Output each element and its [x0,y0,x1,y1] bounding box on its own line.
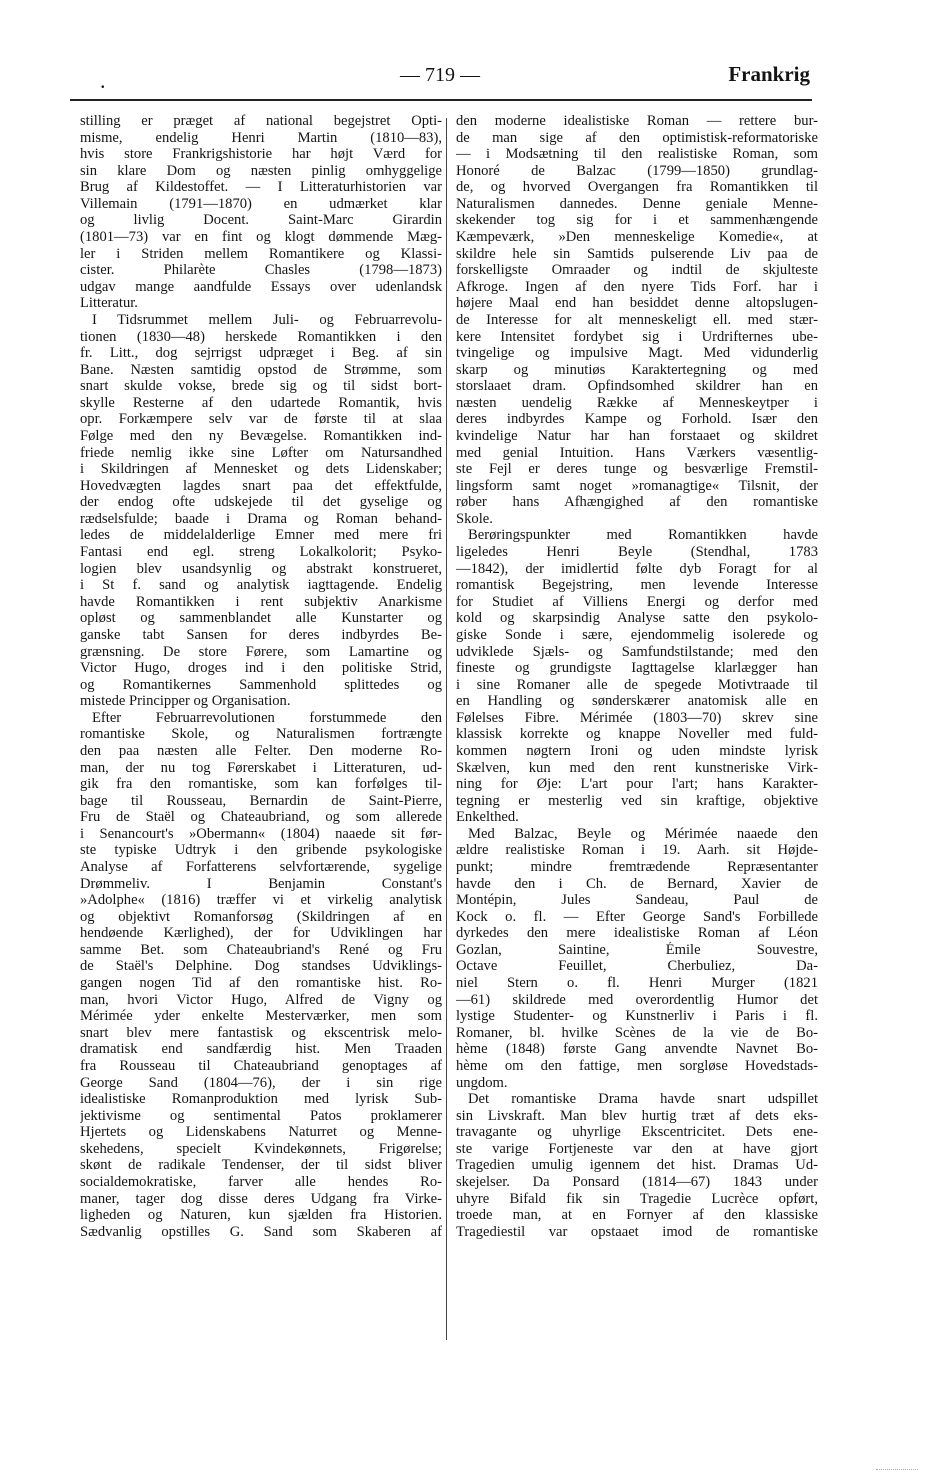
text-line: Fantasi end egl. streng Lokalkolorit; Psyko- [80,544,442,561]
text-line: Enkelthed. [456,809,519,826]
text-line: Analyse af Forfatterens selvfortærende, sygelige [80,859,442,876]
header-marker: . [100,68,106,93]
text-line: med genial Intuition. Hans Værkers væsentlig- [456,444,818,461]
text-line: Skælven, kun med den rent kunstneriske Virk- [456,759,818,776]
text-line: kere Intensitet fordybet sig i Urdrifternes ube- [456,328,818,345]
text-line: havde den i Ch. de Bernard, Xavier de [456,875,818,892]
text-line: troede man, at en Fornyer af den klassiske [456,1207,818,1224]
text-line: gik fra den romantiske, som kan forfølges til- [80,776,442,793]
text-line: Følelses Fibre. Mérimée (1803—70) skrev sine [456,709,818,726]
text-line: i St f. sand og analytisk iagttagende. Endelig [80,577,442,594]
text-line: niel Stern o. fl. Henri Murger (1821 [456,975,818,992]
text-line: skekender tog sig for i et sammenhængende [456,212,818,229]
text-line: og objektivt Romanforsøg (Skildringen af en [80,908,442,925]
text-line: ganske tabt Sansen for deres indbyrdes Be- [80,626,442,643]
text-line: idealistiske Romanproduktion med lyrisk Sub- [80,1091,442,1108]
text-line: røber hans Afhængighed af den romantiske [456,494,818,511]
text-line: punkt; mindre fremtrædende Repræsentanter [456,859,818,876]
text-line: ældre realistiske Roman i 19. Aarh. sit Højde- [456,842,818,859]
text-line: Drømmeliv. I Benjamin Constant's [80,875,442,892]
text-line: klassisk korrekte og knappe Noveller med fuld- [456,726,818,743]
text-line: Fru de Staël og Chateaubriand, og som allerede [80,809,442,826]
text-line: havde Romantikken i rent subjektiv Anarkisme [80,593,442,610]
text-line: —61) skildrede med overordentlig Humor det [456,991,818,1008]
text-line: skylle Resterne af den udartede Romantik, hvis [80,394,442,411]
text-line: travagante og uhyrlige Ekscentricitet. Dets ene- [456,1124,818,1141]
text-line: skarp og minutiøs Karaktertegning og med [456,361,818,378]
text-line: hème om den fattige, men sorgløse Hovedstads- [456,1057,818,1074]
text-line: hendøende Kærlighed), der for Udviklingen har [80,925,442,942]
text-line: i Senancourt's »Obermann« (1804) naaede sit før- [80,825,442,842]
text-line: fineste og grundigste Iagttagelse klarlægger han [456,660,818,677]
text-line: Efter Februarrevolutionen forstummede den [92,709,442,726]
text-line: kvindelige Natur har han forstaaet og skildret [456,427,818,444]
text-line: ungdom. [456,1074,508,1091]
text-line: Honoré de Balzac (1799—1850) grundlag- [456,162,818,179]
text-line: deres indbyrdes Kampe og Forhold. Især den [456,411,818,428]
text-line: romantiske Skole, og Naturalismen fortrængte [80,726,442,743]
text-line: ste typiske Udtryk i den gribende psykologiske [80,842,442,859]
text-line: man, der nu tog Førerskabet i Litteraturen, ud- [80,759,442,776]
text-line: Kock o. fl. — Efter George Sand's Forbillede [456,908,818,925]
text-line: og livlig Docent. Saint-Marc Girardin [80,212,442,229]
text-line: tionen (1830—48) herskede Romantikken i den [80,328,442,345]
text-line: de man sige af den optimistisk-reformatoriske [456,129,818,146]
text-line: hvis store Frankrigshistorie har højt Værd for [80,146,442,163]
text-line: og Romantikernes Sammenhold splittedes og [80,676,442,693]
text-line: maner, tager dog disse deres Udgang fra Virke- [80,1190,442,1207]
text-line: kommen nøgtern Ironi og uden mindste lyrisk [456,742,818,759]
text-line: romantisk Begejstring, men levende Interesse [456,577,818,594]
text-line: George Sand (1804—76), der i sin rige [80,1074,442,1091]
text-line: cister. Philarète Chasles (1798—1873) [80,262,442,279]
text-line: dyrkedes den mere idealistiske Roman af Léon [456,925,818,942]
text-line: de Staël's Delphine. Dog standses Udviklings- [80,958,442,975]
text-line: Skole. [456,510,493,527]
text-line: bage til Rousseau, Bernardin de Saint-Pierre, [80,792,442,809]
text-line: Naturalismen dannedes. Denne geniale Menne- [456,195,818,212]
text-line: Litteratur. [80,295,138,312]
text-line: udgav mange aandfulde Essays over udenlandsk [80,278,442,295]
text-line: forskelligste Omraader og indtil de skjulteste [456,262,818,279]
text-line: uhyre Bifald fik sin Tragedie Lucrèce opført, [456,1190,818,1207]
text-line: Tragedien umulig igennem det hist. Dramas Ud- [456,1157,818,1174]
text-line: den moderne idealistiske Roman — rettere bur- [456,113,818,129]
text-line: for Studiet af Villiens Energi og derfor med [456,593,818,610]
text-line: skejelser. Da Ponsard (1814—67) 1843 under [456,1174,818,1190]
text-line: Kæmpeværk, »Den menneskelige Komedie«, at [456,229,818,246]
column-divider [446,118,447,1340]
text-line: gangen nogen Tid af den romantiske hist. Ro- [80,975,442,992]
text-line: ledes de middelalderlige Emner med mere fri [80,527,442,544]
text-line: i sine Romaner alle de spegede Motivtraade til [456,676,818,693]
text-line: —1842), der imidlertid følte dyb Foragt for al [456,560,818,577]
text-line: lingsform samt noget »romanagtige« Tilsnit, der [456,477,818,494]
text-line: storslaaet dram. Opfindsomhed skildrer han en [456,378,818,395]
text-line: skønt de radikale Tendenser, der til sidst bliver [80,1157,442,1174]
text-line: Mérimée yder enkelte Mesterværker, men som [80,1008,442,1025]
text-line: ning for Øje: L'art pour l'art; hans Karakter- [456,776,818,793]
text-line: snart skulde vokse, brede sig og til sidst bort- [80,378,442,395]
text-line: giske Sonde i sære, ejendommelig isolerede og [456,626,818,643]
text-line: I Tidsrummet mellem Juli- og Februarrevolu- [92,311,442,328]
text-line: de, og hvorved Overgangen fra Romantikken til [456,179,818,196]
text-line: socialdemokratiske, farver alle hendes Ro- [80,1174,442,1190]
text-line: Hjertets og Lidenskabens Naturret og Menne- [80,1124,442,1141]
text-line: skehedens, specielt Kvindekønnets, Frigørelse; [80,1140,442,1157]
text-line: Villemain (1791—1870) en udmærket klar [80,195,442,212]
text-line: udviklede Sjæls- og Samfundstilstande; med den [456,643,818,660]
text-line: Tragediestil var opstaaet imod de romantiske [456,1223,818,1240]
text-line: Berøringspunkter med Romantikken havde [468,527,818,544]
text-line: sin Livskraft. Man blev hurtig træt af dets eks- [456,1107,818,1124]
text-line: Følge med den ny Bevægelse. Romantikken ind- [80,427,442,444]
text-line: fra Rousseau til Chateaubriand genoptages af [80,1057,442,1074]
text-line: (1801—73) var en fint og klogt dømmende Mæg- [80,229,442,246]
text-line: stilling er præget af national begejstret Opti- [80,113,442,129]
text-line: jektivisme og sentimental Patos proklamerer [80,1107,442,1124]
text-line: tvingelige og impulsive Magt. Med vidunderlig [456,345,818,362]
text-line: man, hvori Victor Hugo, Alfred de Vigny og [80,991,442,1008]
text-line: ler i Striden mellem Romantikere og Klassi- [80,245,442,262]
text-line: Hovedvægten lagdes snart paa det effektfulde, [80,477,442,494]
text-line: mistede Principper og Organisation. [80,693,291,710]
text-line: logien blev usandsynlig og abstrakt konstrueret, [80,560,442,577]
text-line: højere Maal end han besiddet denne altopslugen- [456,295,818,312]
text-line: Med Balzac, Beyle og Mérimée naaede den [468,825,818,842]
text-line: ste Fejl er deres tunge og besværlige Fremstil- [456,461,818,478]
text-line: Montépin, Jules Sandeau, Paul de [456,892,818,909]
text-line: ste varige Fortjeneste var den at have gjort [456,1140,818,1157]
text-line: ligeledes Henri Beyle (Stendhal, 1783 [456,544,818,561]
text-line: Bane. Næsten samtidig opstod de Strømme, som [80,361,442,378]
left-column [80,113,442,1353]
text-line: den paa næsten alle Felter. Den moderne Ro- [80,742,442,759]
text-line: Det romantiske Drama havde snart udspillet [468,1091,818,1108]
text-line: de Interesse for alt menneskeligt ell. med stær- [456,311,818,328]
text-line: ligheden og Naturen, kun sjælden fra Historien. [80,1207,442,1224]
text-line: Octave Feuillet, Cherbuliez, Da- [456,958,818,975]
page-number: — 719 — [400,64,480,86]
text-line: tegning er mesterlig ved sin kraftige, objektive [456,792,818,809]
text-line: Sædvanlig opstilles G. Sand som Skaberen af [80,1223,442,1240]
text-line: kold og skarpsindig Analyse satte den psykolo- [456,610,818,627]
text-line: Romaner, bl. hvilke Scènes de la vie de Bo- [456,1024,818,1041]
text-line: sin klare Dom og næsten pinlig omhyggelige [80,162,442,179]
running-title: Frankrig [728,62,810,86]
text-line: friede nemlig ikke sine Løfter om Natursandhed [80,444,442,461]
text-line: Brug af Kildestoffet. — I Litteraturhistorien var [80,179,442,196]
text-line: hème (1848) første Gang anvendte Navnet Bo- [456,1041,818,1058]
text-line: i Skildringen af Mennesket og dets Lidenskaber; [80,461,442,478]
text-line: næsten uendelig Række af Menneskeytper i [456,394,818,411]
text-line: skildre hele sin Samtids pulserende Liv paa de [456,245,818,262]
right-column [456,113,818,1353]
text-line: en Handling og sønderskærer anatomisk alle en [456,693,818,710]
text-line: dramatisk end sandfærdig hist. Men Traaden [80,1041,442,1058]
text-line: — i Modsætning til den realistiske Roman, som [456,146,818,163]
footer-mark [876,1463,918,1470]
text-line: snart blev mere fantastisk og ekscentrisk melo- [80,1024,442,1041]
text-line: opr. Forkæmpere selv var de første til at slaa [80,411,442,428]
page-header [70,58,810,98]
text-line: rædselsfulde; baade i Drama og Roman behand- [80,510,442,527]
text-line: misme, endelig Henri Martin (1810—83), [80,129,442,146]
text-line: »Adolphe« (1816) træffer vi et virkelig analytisk [80,892,442,909]
text-line: Afkroge. Ingen af den nyere Tids Forf. har i [456,278,818,295]
text-line: lystige Studenter- og Kunstnerliv i Paris i fl. [456,1008,818,1025]
text-line: opløst og sammenblandet alle Kunstarter og [80,610,442,627]
text-line: Victor Hugo, droges ind i den politiske Strid, [80,660,442,677]
text-line: samme Bet. som Chateaubriand's René og Fru [80,941,442,958]
text-line: fr. Litt., dog sejrrigst udpræget i Beg. af sin [80,345,442,362]
text-line: Gozlan, Saintine, Émile Souvestre, [456,941,818,958]
header-rule [70,99,812,101]
text-line: grænsning. De store Førere, som Lamartine og [80,643,442,660]
text-line: der endog ofte udskejede til det gyselige og [80,494,442,511]
